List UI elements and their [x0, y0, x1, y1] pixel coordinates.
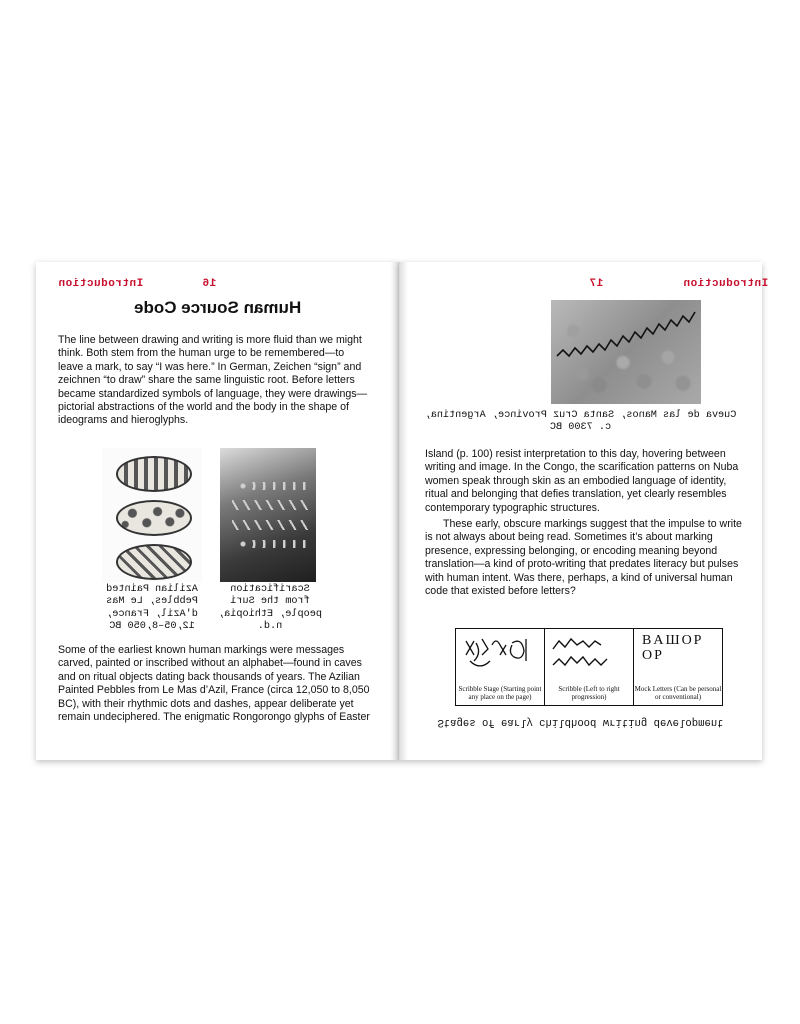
scar-zigzag-row — [232, 500, 308, 510]
chapter-title: Human Source Code — [133, 298, 302, 317]
azilian-pebbles-image — [102, 448, 202, 582]
book-spread — [36, 262, 769, 760]
stage-1-caption: Scribble Stage (Starting point any place on the page) — [458, 685, 542, 701]
right-page — [399, 262, 769, 760]
left-page — [36, 262, 399, 760]
right-paragraph-1: Island (p. 100) resist interpretation to this day, hovering between writing and image. In the Congo, the scarification patterns on Nuba women speak through skin as an embodied language of identity, ritual and belonging that defies translation, yet clearly resembles contemporary typographic structures. — [425, 448, 739, 514]
mock-letters-glyphs: BAШOP OP — [642, 633, 703, 663]
right-paragraph-2: These early, obscure markings suggest that the impulse to write is not always about being read. Sometimes it’s about marking presence, expressing belonging, or encoding meaning beyond translation—a kind of proto-writing that predates literacy but pulses with human intent. Was there, perhaps, a kind of universal human code that existed before letters? — [425, 518, 742, 598]
pebbles-caption: Azilian Painted Pebbles, Le Mas d'Azil, France, 12,05–8,050 BC — [106, 584, 198, 633]
intro-paragraph: The line between drawing and writing is more fluid than we might think. Both stem from the human urge to be remembered—to leave a mark, to say “I was here.” In German, Zeichen “sign” and zeichnen “to draw” share the same linguistic root. Before letters became standardized symbols of language, they were drawings—pictorial abstractions of the world and the body in the shape of ideograms and hieroglyphs. — [58, 334, 368, 427]
stage-mock-letters-cell — [634, 629, 722, 705]
pebble-stripes — [116, 456, 192, 492]
body-paragraph: Some of the earliest known human markings were messages carved, painted or inscribed without an alphabet—found in caves and on ritual objects dating back thousands of years. The Azilian Painted Pebbles from Le Mas d’Azil, France (circa 12,050 to 8,050 BC), with their rhythmic dots and dashes, appear deliberate yet remain undeciphered. The enigmatic Rongorongo glyphs of Easter — [58, 644, 370, 724]
cave-image — [551, 300, 701, 404]
left-right-scribble — [545, 631, 633, 681]
stage-3-caption: Mock Letters (Can be personal or conventional) — [634, 685, 722, 701]
pebble-dots — [116, 500, 192, 536]
running-head-right-section: Introduction — [683, 278, 769, 290]
scribble-drawing — [456, 631, 544, 681]
zigzag-line — [551, 300, 701, 404]
page-number-left: 16 — [202, 278, 217, 290]
running-head-left-section: Introduction — [58, 278, 144, 290]
scarification-image — [220, 448, 316, 582]
scarification-caption: Scarification from the Suri people, Ethiopia, n.d. — [218, 584, 322, 633]
writing-stages-diagram — [455, 628, 723, 706]
scar-zigzag-row — [232, 520, 308, 530]
stage-2-caption: Scribble (Left to right progression) — [558, 685, 620, 701]
stage-scribble-cell — [456, 629, 545, 705]
diagram-caption: Stages of early childhood writing development — [437, 716, 724, 728]
cave-caption: Cueva de las Manos, Santa Cruz Province, Argentina, c. 7300 BC — [424, 410, 737, 434]
stage-lr-cell — [545, 629, 634, 705]
scar-dots-row — [238, 482, 308, 490]
pebble-zigzag — [116, 544, 192, 580]
page-number-right: 17 — [589, 278, 604, 290]
scar-dots-row — [238, 540, 308, 548]
